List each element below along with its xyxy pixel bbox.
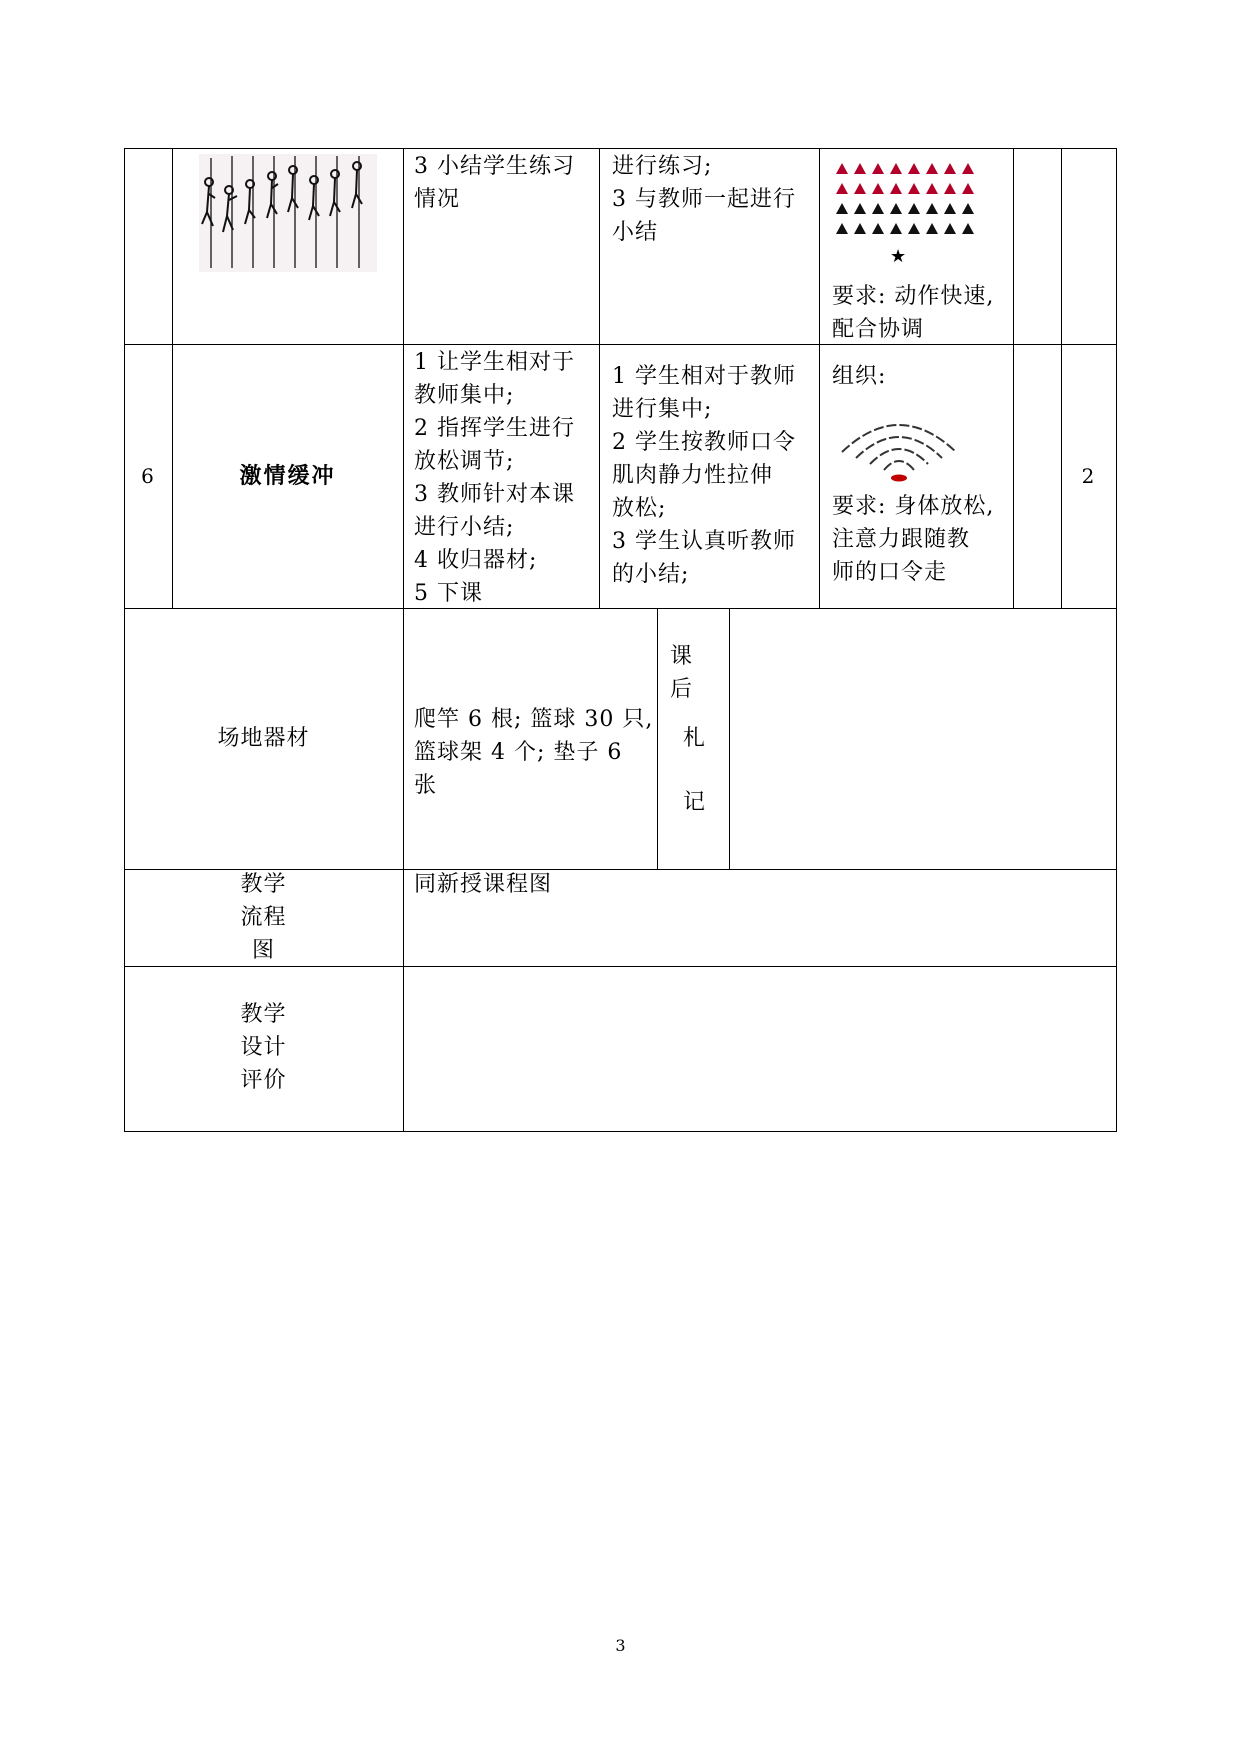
row1-teacher-content: 3 小结学生练习 情况 — [414, 154, 575, 212]
equipment-label: 场地器材 — [217, 726, 310, 751]
equip-divider-1 — [657, 608, 658, 870]
table-right-border — [1116, 148, 1117, 1132]
flow-content: 同新授课程图 — [414, 872, 553, 897]
col-divider-b — [403, 148, 404, 1132]
col-divider-a — [172, 148, 173, 609]
student-formation — [836, 163, 976, 243]
row1-student-content: 进行练习; 3 与教师一起进行 小结 — [612, 154, 796, 245]
row-divider-2 — [124, 608, 1116, 609]
col-divider-c — [599, 148, 600, 609]
arc-formation-diagram — [834, 402, 964, 482]
evaluation-label: 教学 设计 评价 — [240, 1002, 287, 1093]
table-bottom-border — [124, 1131, 1116, 1132]
page-number: 3 — [615, 1636, 626, 1655]
pole-climbing-illustration — [199, 154, 377, 272]
row2-title: 激情缓冲 — [239, 464, 336, 489]
table-top-border — [124, 148, 1116, 149]
notes-label-4: 记 — [683, 790, 707, 815]
col-divider-e — [1013, 148, 1014, 609]
table-left-border — [124, 148, 125, 1132]
row2-requirement: 要求: 身体放松, 注意力跟随教 师的口令走 — [832, 494, 995, 585]
notes-label-3: 札 — [683, 726, 707, 751]
flow-label: 教学 流程 图 — [240, 872, 287, 963]
teacher-star-icon: ★ — [890, 246, 907, 267]
row2-teacher-content: 1 让学生相对于 教师集中; 2 指挥学生进行 放松调节; 3 教师针对本课 进行小结; 4 收归器材; 5 下课 — [414, 350, 575, 606]
notes-label-2: 后 — [670, 677, 694, 702]
equip-divider-2 — [729, 608, 730, 870]
row2-number: 6 — [141, 464, 155, 488]
row2-organization-label: 组织: — [832, 364, 887, 389]
notes-label-1: 课 — [670, 644, 694, 669]
col-divider-f — [1061, 148, 1062, 609]
equipment-content: 爬竿 6 根; 篮球 30 只, 篮球架 4 个; 垫子 6 张 — [414, 707, 654, 798]
row2-student-content: 1 学生相对于教师 进行集中; 2 学生按教师口令 肌肉静力性拉伸 放松; 3 学生认真听教师 的小结; — [612, 364, 796, 587]
col-divider-d — [819, 148, 820, 609]
row2-time: 2 — [1081, 464, 1096, 488]
row1-requirement: 要求: 动作快速, 配合协调 — [832, 284, 995, 342]
